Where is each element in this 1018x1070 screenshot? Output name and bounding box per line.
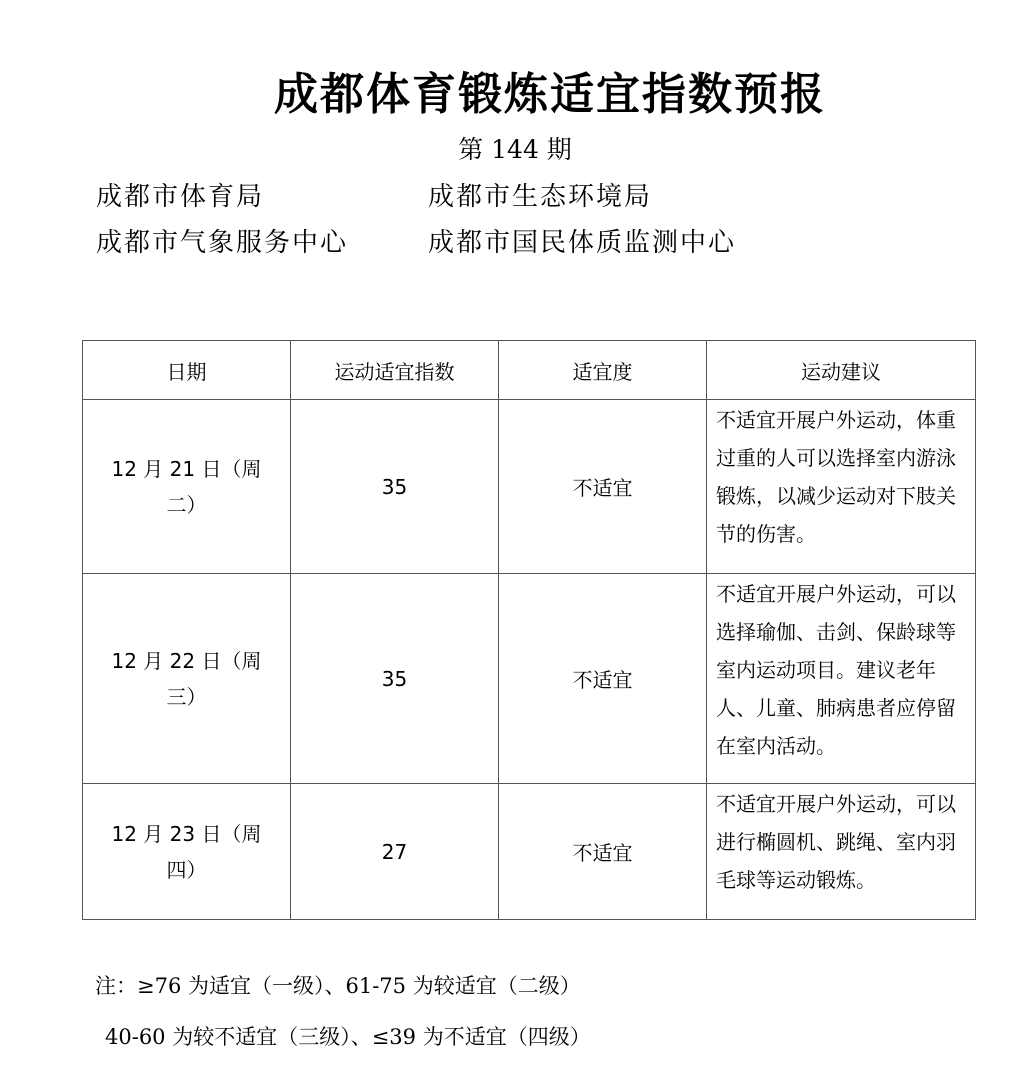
org-meteorological-center: 成都市气象服务中心	[96, 228, 349, 258]
row-index: 35	[291, 400, 499, 574]
row-date: 12 月 21 日（周二）	[83, 400, 291, 574]
note-line-2: 40-60 为较不适宜（三级）、≤39 为不适宜（四级）	[105, 1025, 591, 1049]
row-date: 12 月 23 日（周四）	[83, 784, 291, 920]
table-row	[83, 784, 976, 920]
table-row	[83, 574, 976, 784]
row-advice: 不适宜开展户外运动，可以进行椭圆机、跳绳、室内羽毛球等运动锻炼。	[707, 784, 976, 920]
row-index: 27	[291, 784, 499, 920]
org-physique-monitoring-center: 成都市国民体质监测中心	[428, 228, 737, 258]
row-date: 12 月 22 日（周三）	[83, 574, 291, 784]
header-level: 适宜度	[499, 341, 707, 400]
header-advice: 运动建议	[707, 341, 976, 400]
row-level: 不适宜	[499, 400, 707, 574]
document-title: 成都体育锻炼适宜指数预报	[274, 69, 826, 120]
issue-number: 第 144 期	[458, 135, 572, 164]
org-ecology-bureau: 成都市生态环境局	[428, 182, 653, 212]
row-advice: 不适宜开展户外运动，可以选择瑜伽、击剑、保龄球等室内运动项目。建议老年人、儿童、肺病患者应停留在室内活动。	[707, 574, 976, 784]
header-date: 日期	[83, 341, 291, 400]
org-sports-bureau: 成都市体育局	[96, 182, 265, 212]
row-advice: 不适宜开展户外运动，体重过重的人可以选择室内游泳锻炼，以减少运动对下肢关节的伤害。	[707, 400, 976, 574]
table-header-row	[83, 341, 976, 400]
note-line-1: 注：≥76 为适宜（一级）、61-75 为较适宜（二级）	[95, 974, 581, 998]
row-level: 不适宜	[499, 574, 707, 784]
table-row	[83, 400, 976, 574]
header-index: 运动适宜指数	[291, 341, 499, 400]
row-level: 不适宜	[499, 784, 707, 920]
forecast-table	[82, 340, 976, 920]
row-index: 35	[291, 574, 499, 784]
